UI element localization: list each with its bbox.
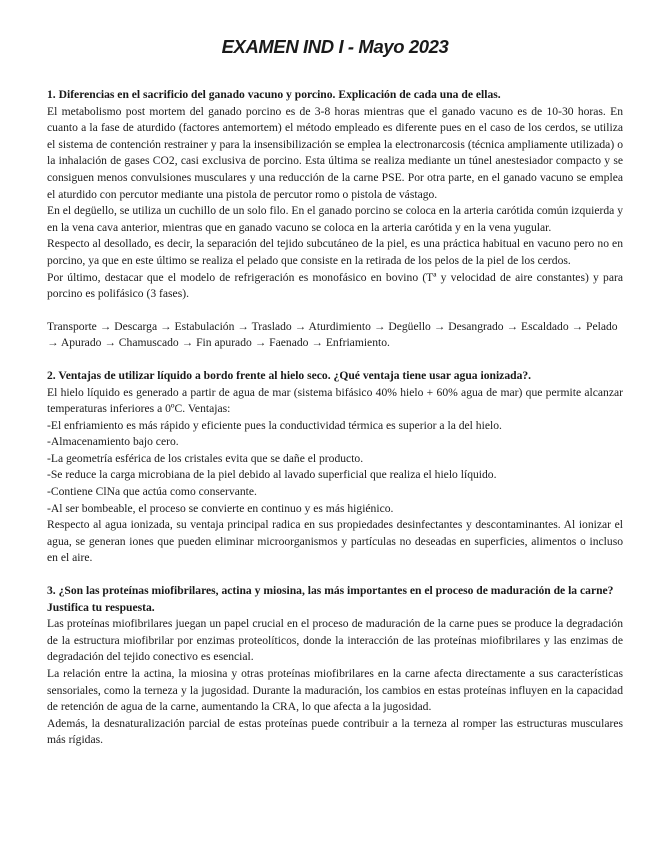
answer-3-paragraph: Además, la desnaturalización parcial de estas proteínas puede contribuir a la terneza al romper las estructuras musculares más rígidas.: [47, 716, 623, 747]
question-3-heading: 3. ¿Son las proteínas miofibrilares, actina y miosina, las más importantes en el proceso de maduración de la carne? Justifica tu respuesta.: [47, 584, 614, 614]
section-1: [47, 87, 623, 303]
advantage-item: -El enfriamiento es más rápido y eficiente pues la conductividad térmica es superior a la del hielo.: [47, 418, 502, 432]
question-2-heading: 2. Ventajas de utilizar líquido a bordo frente al hielo seco. ¿Qué ventaja tiene usar agua ionizada?.: [47, 368, 532, 382]
answer-1-paragraph: El metabolismo post mortem del ganado porcino es de 3-8 horas mientras que el ganado vacuno es de 10-30 horas. En cuanto a la fase de aturdido (factores antemortem) el método empleado es diferente pues en el caso de los cerdos, se utiliza el sistema de contención restrainer y para la insensibilización se emplea la electronarcosis (técnica ampliamente utilizada) o la inhalación de gases CO2, casi exclusiva de porcino. Esta última se realiza mediante un túnel anestesiador compacto y se consiguen menos convulsiones musculares y una reducción de la carne PSE. Por otra parte, en el ganado vacuno se emplea el aturdido con percutor mediante una pistola de percutor romo o pistola de vástago.: [47, 104, 623, 201]
section-3: [47, 583, 623, 749]
advantage-item: -Se reduce la carga microbiana de la piel debido al lavado superficial que realiza el hielo líquido.: [47, 468, 497, 482]
section-2: [47, 368, 623, 567]
advantage-item: -Almacenamiento bajo cero.: [47, 435, 179, 449]
exam-title: EXAMEN IND I - Mayo 2023: [221, 36, 449, 57]
answer-1-paragraph: En el degüello, se utiliza un cuchillo de un solo filo. En el ganado porcino se coloca en la arteria carótida común izquierda y en la vena cava anterior, mientras que en ganado vacuno se coloca en la arteria carótida y en la vena yugular.: [47, 204, 623, 234]
answer-1-paragraph: Por último, destacar que el modelo de refrigeración es monofásico en bovino (Tª y velocidad de aire constantes) y para porcino es polifásico (3 fases).: [47, 270, 623, 301]
answer-3-paragraph: Las proteínas miofibrilares juegan un papel crucial en el proceso de maduración de la carne pues se produce la degradación de la estructura miofibrilar por enzimas proteolíticos, donde la interacción de las proteínas miofibrilares y las enzimas de degradación del tejido conectivo es esencial.: [47, 617, 623, 664]
process-flow: Transporte → Descarga → Estabulación → Traslado → Aturdimiento → Degüello → Desangrado → Escaldado → Pelado → Apurado → Chamuscado → Fin apurado → Faenado → Enfriamiento.: [47, 319, 618, 350]
advantage-item: -La geometría esférica de los cristales evita que se dañe el producto.: [47, 451, 364, 465]
answer-2-closing: Respecto al agua ionizada, su ventaja principal radica en sus propiedades desinfectantes y descontaminantes. Al ionizar el agua, se generan iones que pueden eliminar microorganismos y partículas no deseadas en superficies, alimentos o incluso en el aire.: [47, 518, 623, 565]
answer-3-paragraph: La relación entre la actina, la miosina y otras proteínas miofibrilares en la carne afecta directamente a sus características sensoriales, como la terneza y la jugosidad. Durante la maduración, los cambios en estas proteínas influyen en la capacidad de retención de agua de la carne, aumentando la CRA, lo que afecta a la jugosidad.: [47, 667, 623, 714]
advantage-item: -Contiene ClNa que actúa como conservante.: [47, 485, 257, 499]
advantage-item: -Al ser bombeable, el proceso se convierte en continuo y es más higiénico.: [47, 501, 394, 515]
question-1-heading: 1. Diferencias en el sacrificio del ganado vacuno y porcino. Explicación de cada una de ellas.: [47, 88, 501, 101]
answer-2-intro: El hielo líquido es generado a partir de agua de mar (sistema bifásico 40% hielo + 60% agua de mar) que permite alcanzar temperaturas inferiores a 0ºC. Ventajas:: [47, 385, 623, 416]
answer-1-paragraph: Respecto al desollado, es decir, la separación del tejido subcutáneo de la piel, es una práctica habitual en vacuno pero no en porcino, ya que en este último se realiza el pelado que consiste en la retirada de los pelos de la piel de los cerdos.: [47, 237, 623, 267]
